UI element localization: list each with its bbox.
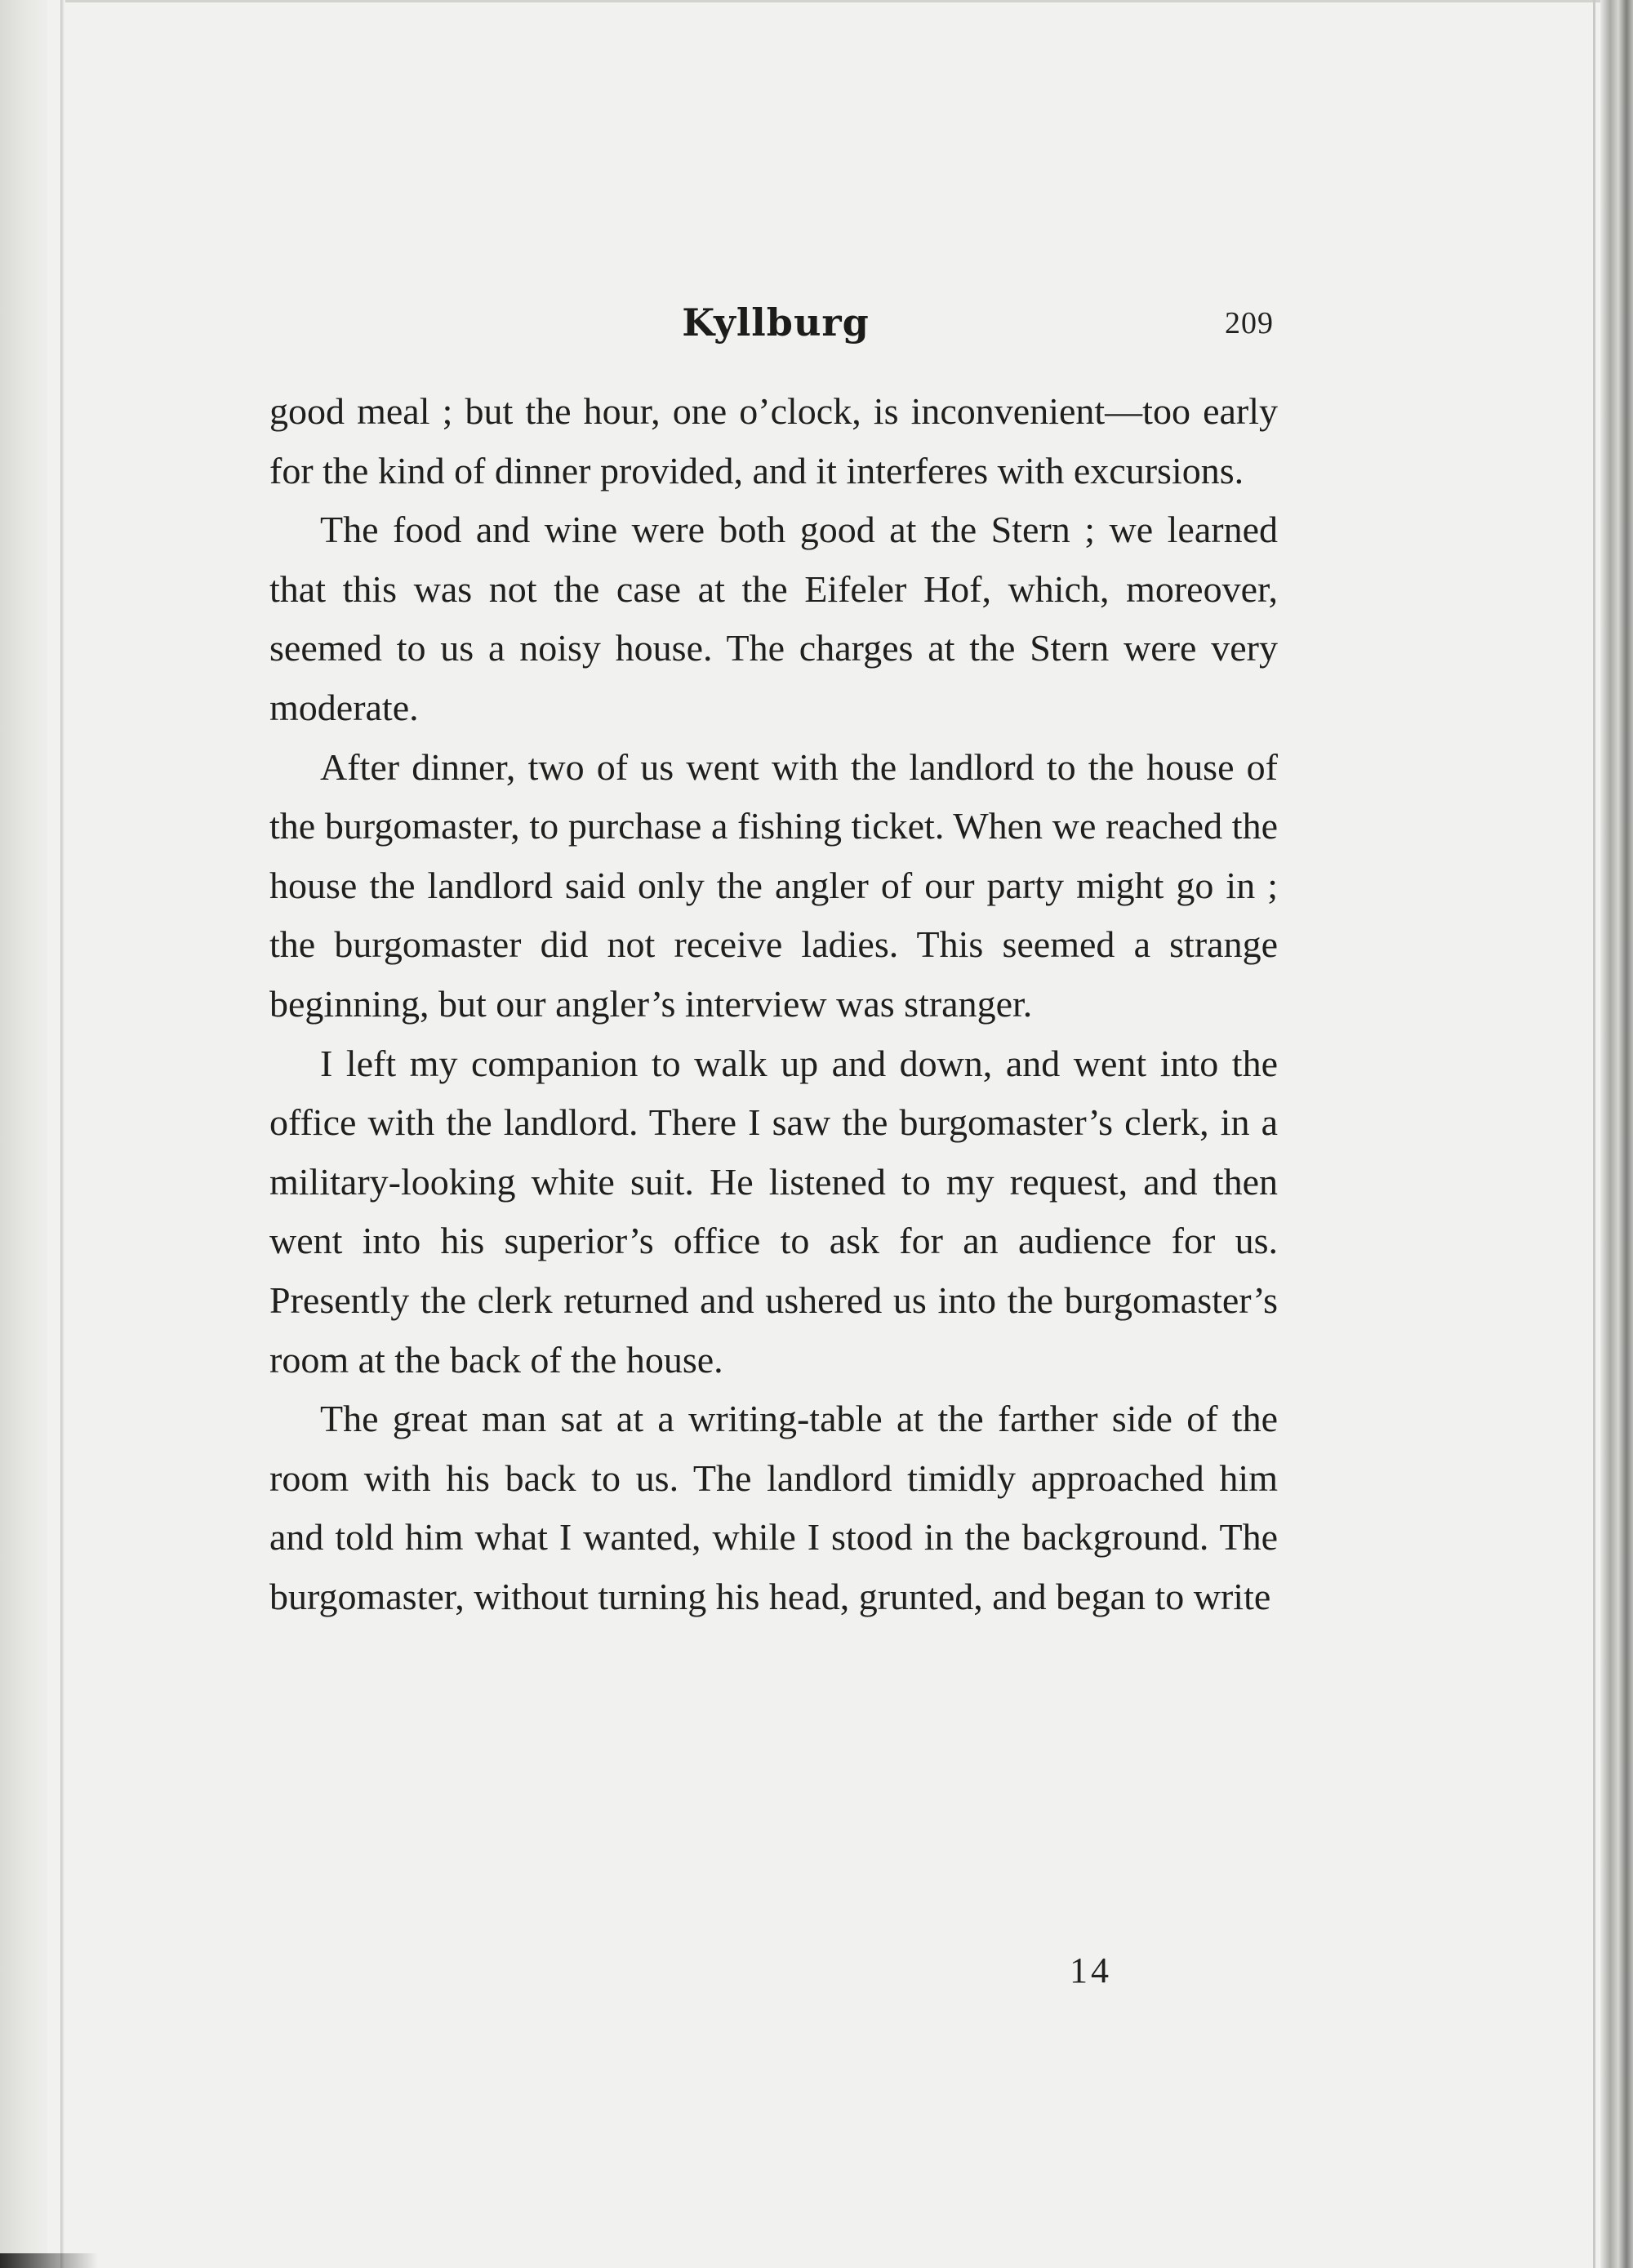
paragraph: good meal ; but the hour, one o’clock, is inconvenient—too early for the kind of dinner provided, and it interferes with excursions. xyxy=(269,390,1278,491)
page-number: 209 xyxy=(1225,306,1274,340)
scan-corner xyxy=(0,2253,98,2268)
top-edge xyxy=(65,0,1600,2)
paragraph: I left my companion to walk up and down, and went into the office with the landlord. There I saw the burgomaster’s clerk, in a military-looking white suit. He listened to my request, and then went into his superior’s office to ask for an audience for us. Presently the clerk returned and ushered us into the burgomaster’s room at the back of the house. xyxy=(269,1042,1278,1381)
paragraph: The food and wine were both good at the Stern ; we learned that this was not the case at the Eifeler Hof, which, moreover, seemed to us a noisy house. The charges at the Stern were very moderate. xyxy=(269,509,1278,728)
binding-edge xyxy=(0,0,47,2268)
body-text xyxy=(269,382,1278,1626)
running-title: Kyllburg xyxy=(682,300,870,345)
signature-mark: 14 xyxy=(1070,1950,1112,1990)
paragraph: After dinner, two of us went with the landlord to the house of the burgomaster, to purchase a fishing ticket. When we reached the house the landlord said only the angler of our party might go in ; the burgomaster did not receive ladies. This seemed a strange beginning, but our angler’s interview was stranger. xyxy=(269,745,1278,1025)
binding-shadow xyxy=(60,0,65,2268)
page-stack-edge xyxy=(1600,0,1633,2268)
paragraph: The great man sat at a writing-table at the farther side of the room with his back to us. The landlord timidly approached him and told him what I wanted, while I stood in the background. The burgomaster, without turning his head, grunted, and began to write xyxy=(269,1398,1278,1617)
page-edge-line xyxy=(1593,0,1595,2268)
running-head xyxy=(278,300,1274,358)
